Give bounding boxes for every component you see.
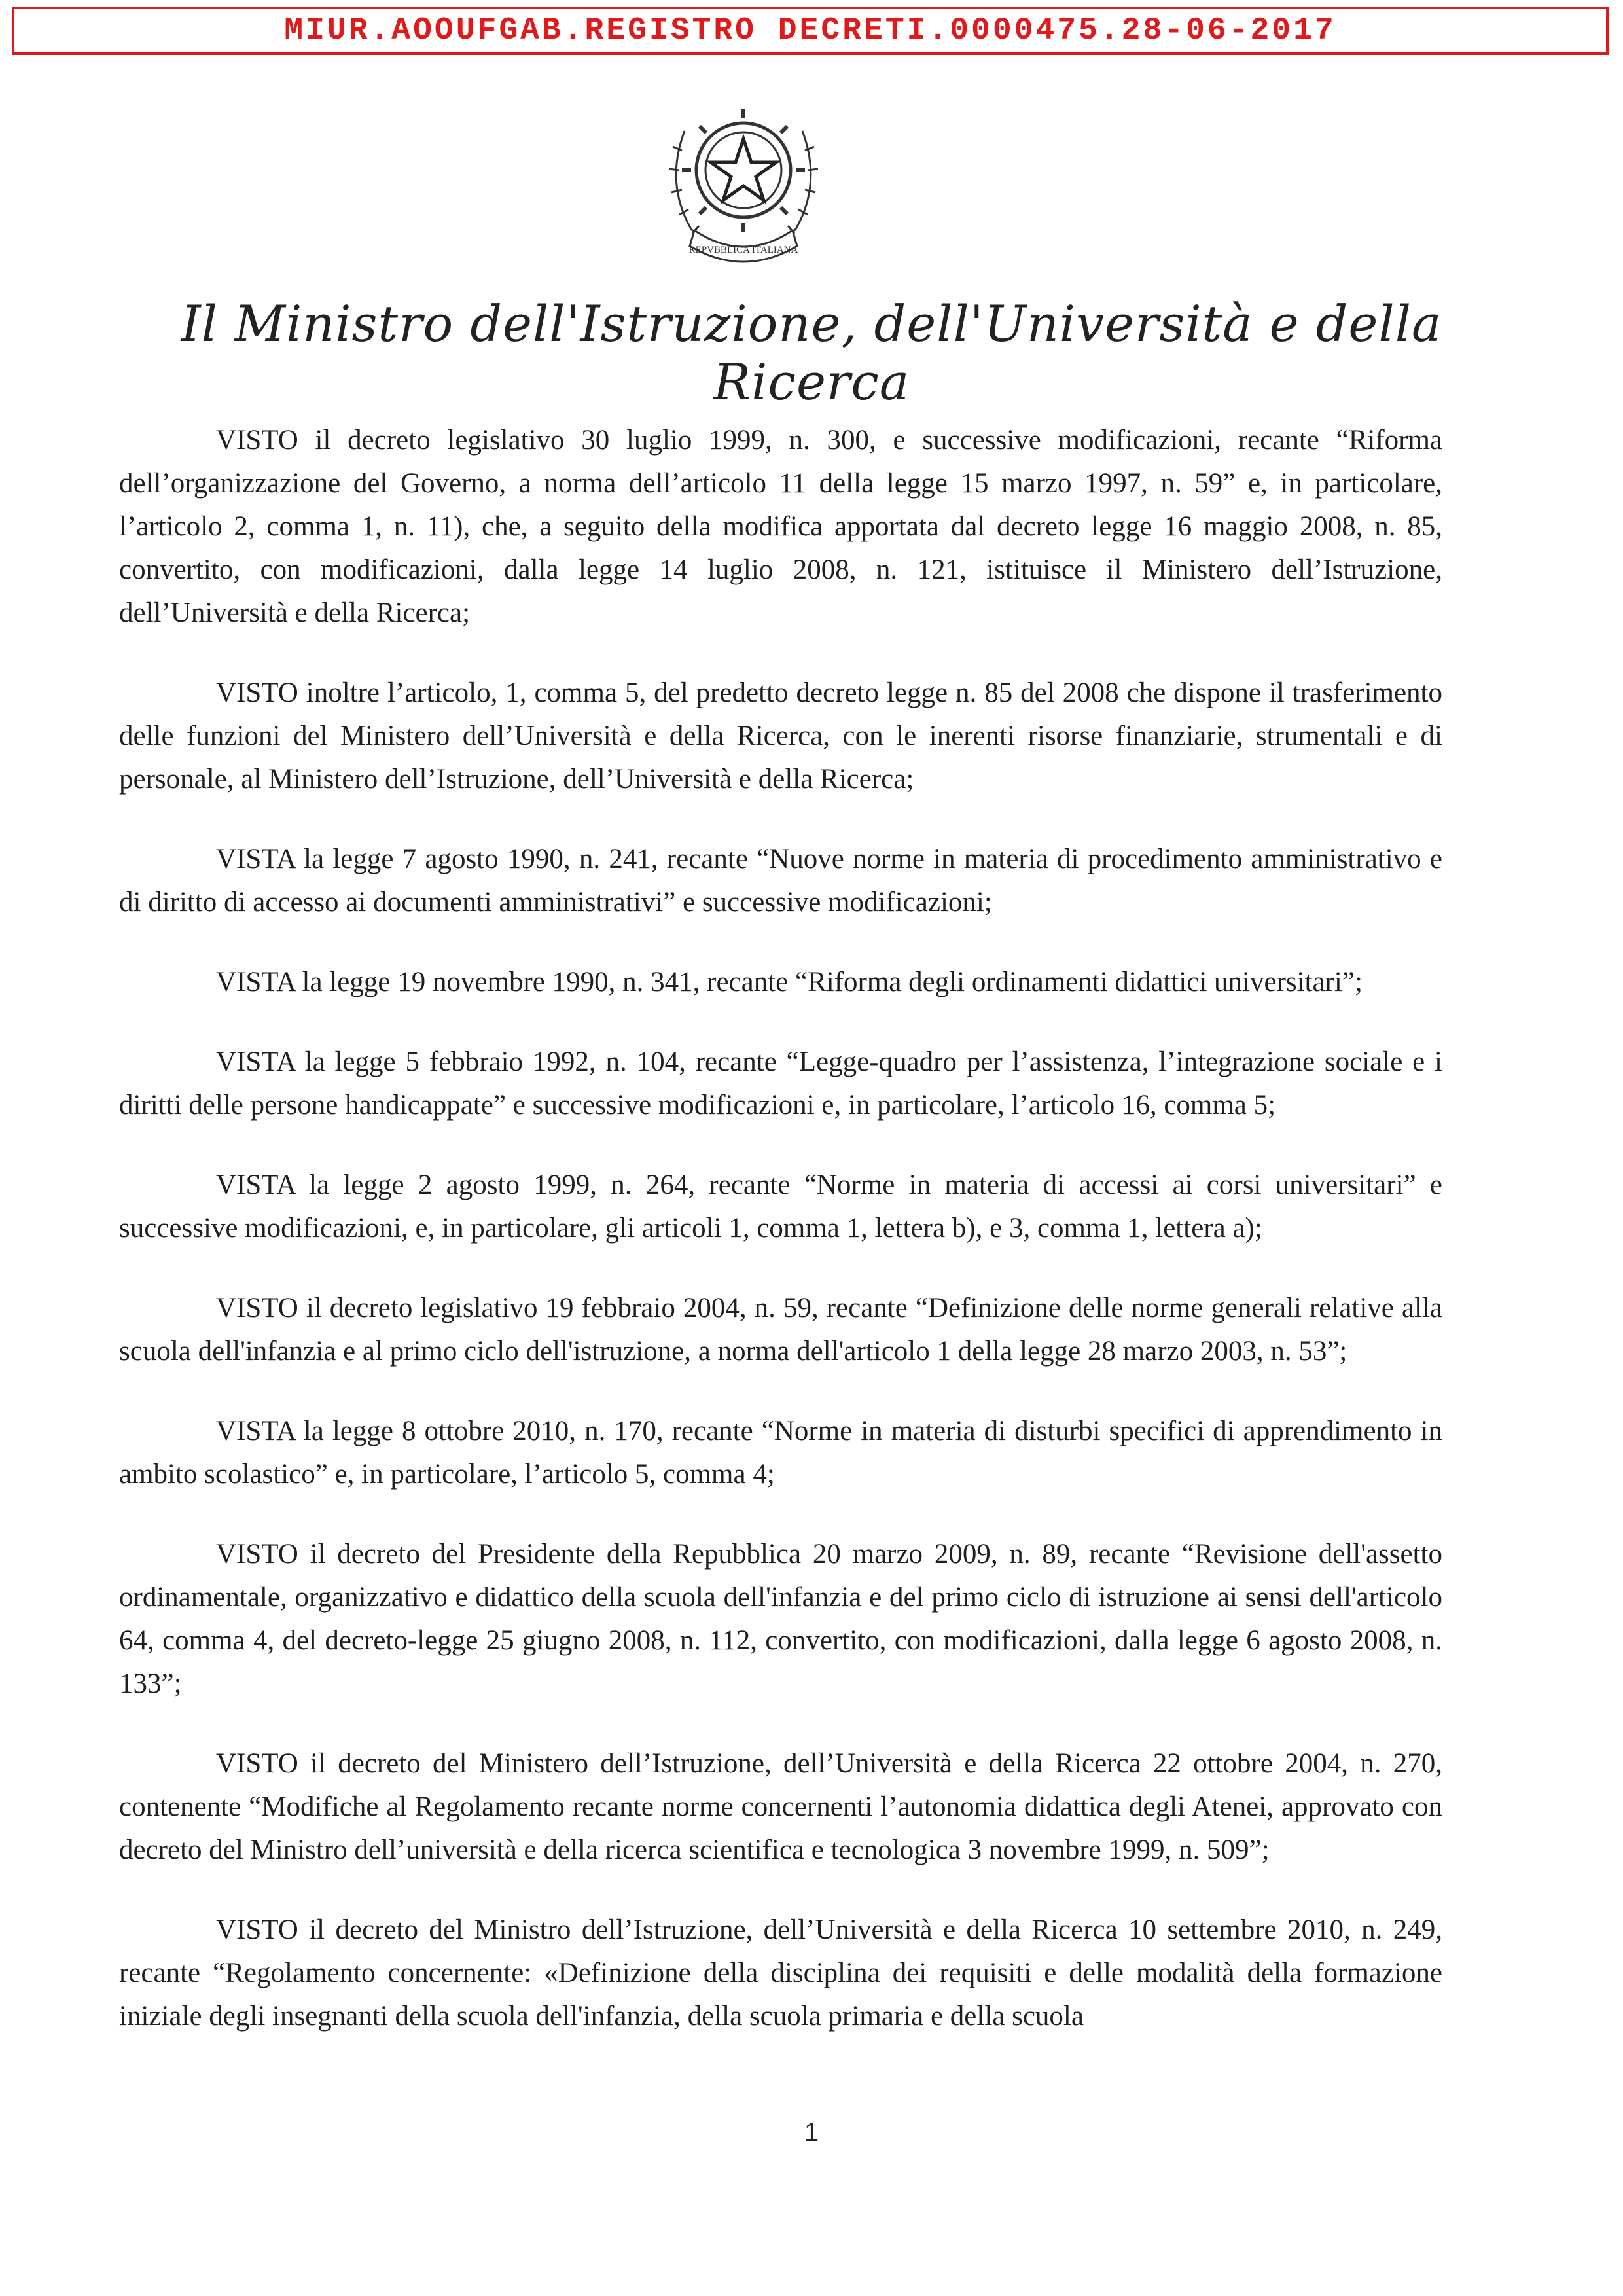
svg-text:REPVBBLICA ITALIANA: REPVBBLICA ITALIANA (688, 245, 798, 255)
paragraph: VISTA la legge 8 ottobre 2010, n. 170, recante “Norme in materia di disturbi specifici di apprendimento in ambito scolastico” e, in particolare, l’articolo 5, comma 4; (119, 1416, 1442, 1490)
page-number: 1 (804, 2118, 819, 2147)
paragraph: VISTO il decreto del Ministro dell’Istruzione, dell’Università e della Ricerca 10 settembre 2010, n. 249, recante “Regolamento concernente: «Definizione della disciplina dei requisiti e delle modalità della formazione iniziale degli insegnanti della scuola dell'infanzia, della scuola primaria e della scuola (119, 1914, 1442, 2032)
paragraph: VISTO il decreto legislativo 30 luglio 1999, n. 300, e successive modificazioni, recante “Riforma dell’organizzazione del Governo, a norma dell’articolo 11 della legge 15 marzo 1997, n. 59” e, in particolare, l’articolo 2, comma 1, n. 11), che, a seguito della modifica apportata dal decreto legge 16 maggio 2008, n. 85, convertito, con modificazioni, dalla legge 14 luglio 2008, n. 121, istituisce il Ministero dell’Istruzione, dell’Università e della Ricerca; (119, 425, 1442, 628)
ministry-header-title: Il Ministro dell'Istruzione, dell'Università e della Ricerca (181, 295, 1442, 411)
paragraph: VISTO il decreto legislativo 19 febbraio 2004, n. 59, recante “Definizione delle norme generali relative alla scuola dell'infanzia e al primo ciclo dell'istruzione, a norma dell'articolo 1 della legge 28 marzo 2003, n. 53”; (119, 1293, 1442, 1367)
paragraph: VISTA la legge 7 agosto 1990, n. 241, recante “Nuove norme in materia di procedimento amministrativo e di diritto di accesso ai documenti amministrativi” e successive modificazioni; (119, 844, 1442, 918)
paragraph: VISTA la legge 5 febbraio 1992, n. 104, recante “Legge-quadro per l’assistenza, l’integrazione sociale e i diritti delle persone handicappate” e successive modificazioni e, in particolare, l’articolo 16, comma 5; (119, 1047, 1442, 1121)
paragraph: VISTO il decreto del Presidente della Repubblica 20 marzo 2009, n. 89, recante “Revisione dell'assetto ordinamentale, organizzativo e didattico della scuola dell'infanzia e del primo ciclo di istruzione ai sensi dell'articolo 64, comma 4, del decreto-legge 25 giugno 2008, n. 112, convertito, con modificazioni, dalla legge 6 agosto 2008, n. 133”; (119, 1539, 1442, 1699)
decree-body (119, 419, 1442, 2075)
paragraph: VISTO inoltre l’articolo, 1, comma 5, del predetto decreto legge n. 85 del 2008 che dispone il trasferimento delle funzioni del Ministero dell’Università e della Ricerca, con le inerenti risorse finanziarie, strumentali e di personale, al Ministero dell’Istruzione, dell’Università e della Ricerca; (119, 677, 1442, 795)
paragraph: VISTA la legge 2 agosto 1999, n. 264, recante “Norme in materia di accessi ai corsi universitari” e successive modificazioni, e, in particolare, gli articoli 1, comma 1, lettera b), e 3, comma 1, lettera a); (119, 1170, 1442, 1244)
paragraph: VISTO il decreto del Ministero dell’Istruzione, dell’Università e della Ricerca 22 ottobre 2004, n. 270, contenente “Modifiche al Regolamento recante norme concernenti l’autonomia didattica degli Atenei, approvato con decreto del Ministro dell’università e della ricerca scientifica e tecnologica 3 novembre 1999, n. 509”; (119, 1748, 1442, 1865)
italian-republic-emblem-icon (658, 92, 829, 268)
paragraph: VISTA la legge 19 novembre 1990, n. 341, recante “Riforma degli ordinamenti didattici universitari”; (216, 967, 1363, 997)
protocol-stamp: MIUR.AOOUFGAB.REGISTRO DECRETI.0000475.28-06-2017 (12, 7, 1609, 55)
